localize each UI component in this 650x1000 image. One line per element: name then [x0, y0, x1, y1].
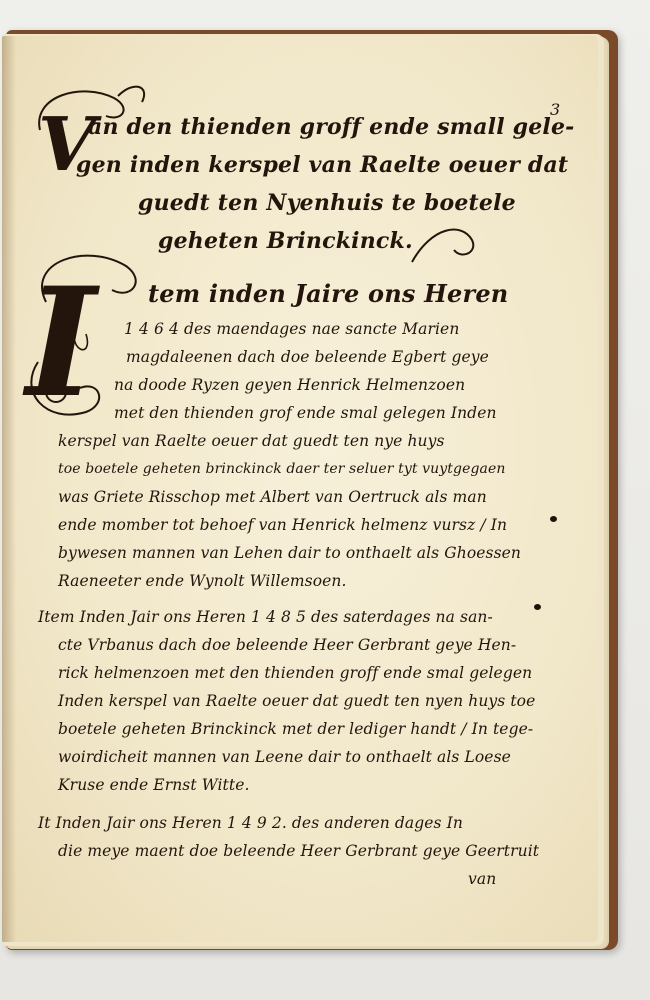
entry-1-line-6: kerspel van Raelte oeuer dat guedt ten nye huys: [58, 432, 445, 450]
entry-3-line-2: die meye maent doe beleende Heer Gerbrant geye Geertruit: [58, 842, 540, 860]
heading-line-4: geheten Brinckinck.: [158, 228, 413, 254]
entry-2-line-1: Item Inden Jair ons Heren 1 4 8 5 des saterdages na san-: [38, 608, 493, 626]
entry-1-line-10: bywesen mannen van Lehen dair to onthaelt als Ghoessen: [58, 544, 521, 562]
entry-2-line-5: boetele geheten Brinckinck met der lediger handt / In tege-: [58, 720, 534, 738]
entry-1-line-11: Raeneeter ende Wynolt Willemsoen.: [58, 572, 347, 590]
entry-3-line-1: It Inden Jair ons Heren 1 4 9 2. des anderen dages In: [38, 814, 463, 832]
entry-1-line-7: toe boetele geheten brinckinck daer ter seluer tyt vuytgegaen: [58, 461, 506, 477]
entry-2-line-2: cte Vrbanus dach doe beleende Heer Gerbrant geye Hen-: [58, 636, 517, 654]
entry-1-line-3: magdaleenen dach doe beleende Egbert geye: [126, 348, 489, 366]
entry-1-initial: I: [26, 255, 97, 431]
folio-number: 3: [550, 100, 561, 119]
ink-blot-1: [550, 516, 557, 522]
entry-2-line-7: Kruse ende Ernst Witte.: [58, 776, 250, 794]
heading-line-1: an den thienden groff ende small gele-: [88, 114, 575, 140]
entry-1-line-1: tem inden Jaire ons Heren: [148, 279, 509, 308]
entry-1-line-5: met den thienden grof ende smal gelegen Inden: [114, 404, 497, 422]
entry-1-line-4: na doode Ryzen geyen Henrick Helmenzoen: [114, 376, 466, 394]
entry-1-line-2: 1 4 6 4 des maendages nae sancte Marien: [124, 320, 460, 338]
heading-right-flourish: [402, 222, 482, 282]
heading-line-3: guedt ten Nyenhuis te boetele: [138, 190, 516, 216]
ink-blot-2: [534, 604, 541, 610]
entry-1-line-8: was Griete Risschop met Albert van Oertruck als man: [58, 488, 487, 506]
entry-2-line-6: woirdicheit mannen van Leene dair to onthaelt als Loese: [58, 748, 511, 766]
binding-gutter: [2, 36, 16, 942]
manuscript-page: [2, 36, 598, 942]
entry-1-line-9: ende momber tot behoef van Henrick helmenz vursz / In: [58, 516, 508, 534]
entry-3-line-3: van: [468, 870, 497, 888]
heading-initial: V: [38, 102, 96, 188]
entry-2-line-3: rick helmenzoen met den thienden groff ende smal gelegen: [58, 664, 533, 682]
entry-2-line-4: Inden kerspel van Raelte oeuer dat guedt ten nyen huys toe: [58, 692, 536, 710]
heading-line-2: gen inden kerspel van Raelte oeuer dat: [76, 152, 569, 178]
